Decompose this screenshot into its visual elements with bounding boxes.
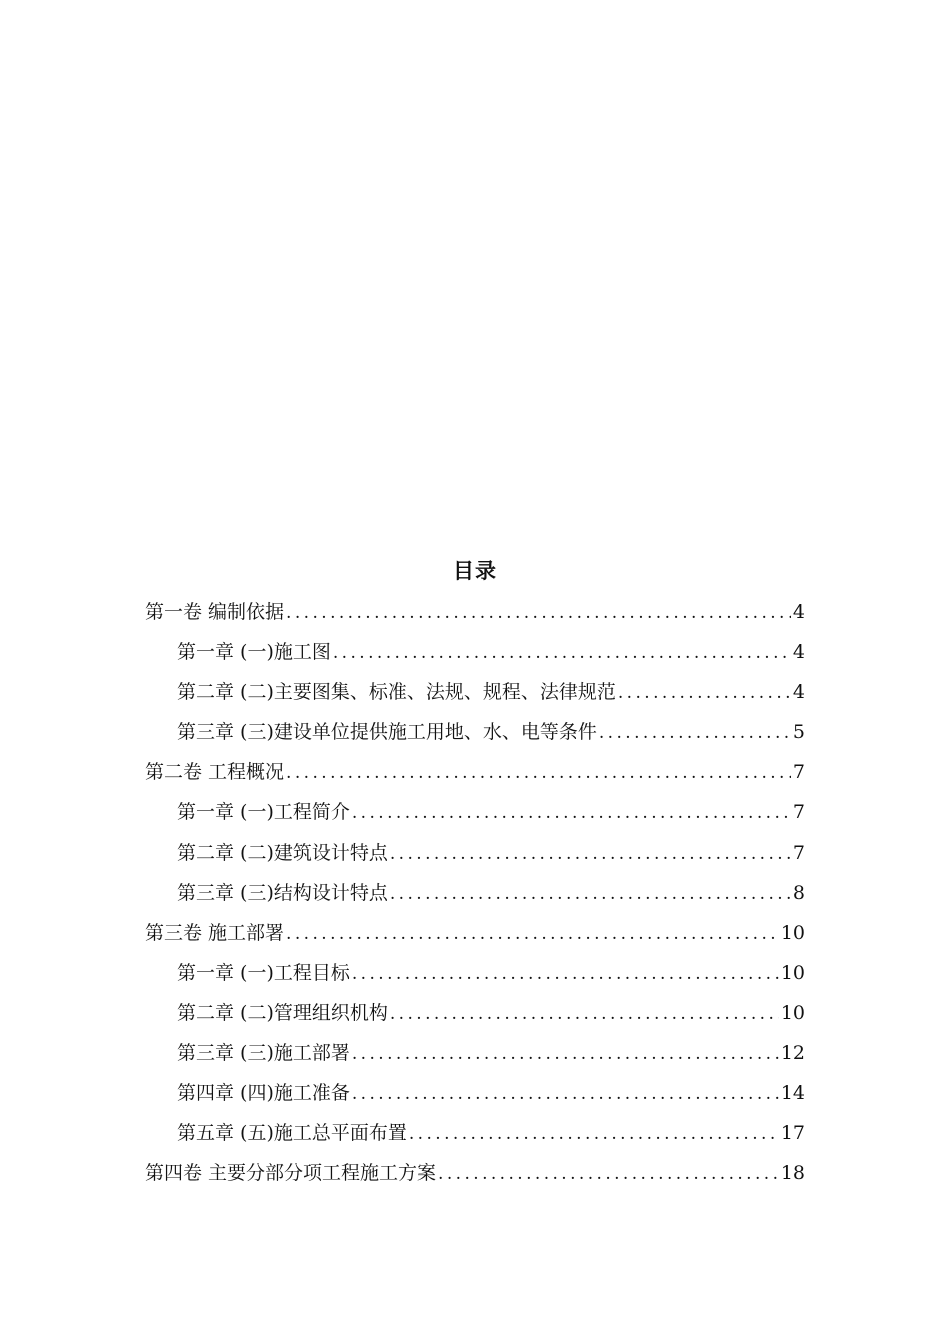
toc-entry-chapter[interactable] (145, 953, 805, 993)
toc-leader-dots (286, 593, 791, 633)
table-of-contents (145, 592, 805, 1193)
toc-entry-chapter[interactable] (145, 632, 805, 672)
toc-entry-label: 第一卷 编制依据 (145, 601, 285, 623)
toc-leader-dots (390, 874, 791, 914)
toc-entry-label: 第三章 (三)建设单位提供施工用地、水、电等条件 (177, 721, 597, 744)
toc-title: 目录 (453, 559, 497, 583)
toc-leader-dots (352, 954, 779, 994)
toc-entry-page: 7 (792, 801, 805, 824)
toc-entry-label: 第二卷 工程概况 (145, 761, 285, 784)
toc-entry-chapter[interactable] (145, 873, 805, 913)
toc-entry-page: 17 (780, 1122, 805, 1145)
toc-entry-page: 10 (780, 1001, 805, 1024)
toc-entry-label: 第一章 (一)工程简介 (177, 801, 350, 824)
toc-entry-page: 10 (780, 961, 805, 984)
toc-leader-dots (409, 1114, 779, 1154)
toc-entry-label: 第二章 (二)建筑设计特点 (177, 841, 388, 864)
toc-entry-label: 第四卷 主要分部分项工程施工方案 (145, 1162, 437, 1185)
toc-entry-label: 第五章 (五)施工总平面布置 (177, 1122, 407, 1145)
toc-entry-page: 10 (780, 921, 805, 944)
toc-entry-chapter[interactable] (145, 833, 805, 873)
toc-entry-page: 12 (780, 1042, 805, 1065)
toc-entry-label: 第三卷 施工部署 (145, 921, 285, 944)
toc-entry-page: 7 (792, 841, 805, 864)
toc-entry-label: 第三章 (三)施工部署 (177, 1042, 350, 1065)
toc-entry-volume[interactable] (145, 913, 805, 953)
toc-leader-dots (352, 1074, 779, 1114)
toc-leader-dots (438, 1154, 779, 1194)
toc-leader-dots (352, 1034, 779, 1074)
toc-leader-dots (390, 994, 779, 1034)
toc-entry-label: 第三章 (三)结构设计特点 (177, 881, 388, 904)
toc-leader-dots (599, 713, 791, 753)
toc-entry-page: 4 (792, 681, 805, 704)
toc-leader-dots (286, 914, 779, 954)
toc-entry-label: 第四章 (四)施工准备 (177, 1082, 350, 1105)
toc-entry-page: 5 (792, 721, 805, 744)
toc-leader-dots (618, 673, 791, 713)
toc-entry-page: 4 (792, 641, 805, 664)
toc-entry-page: 14 (780, 1082, 805, 1105)
toc-entry-label: 第二章 (二)管理组织机构 (177, 1001, 388, 1024)
toc-entry-chapter[interactable] (145, 1033, 805, 1073)
toc-entry-page: 8 (792, 881, 805, 904)
toc-entry-chapter[interactable] (145, 712, 805, 752)
toc-leader-dots (390, 834, 791, 874)
toc-entry-chapter[interactable] (145, 993, 805, 1033)
toc-entry-chapter[interactable] (145, 1113, 805, 1153)
toc-entry-page: 4 (792, 601, 805, 623)
toc-entry-label: 第二章 (二)主要图集、标准、法规、规程、法律规范 (177, 681, 616, 704)
toc-entry-chapter[interactable] (145, 672, 805, 712)
toc-entry-volume[interactable] (145, 1153, 805, 1193)
toc-entry-page: 18 (780, 1162, 805, 1185)
toc-entry-volume[interactable] (145, 592, 805, 632)
toc-leader-dots (352, 793, 791, 833)
toc-entry-label: 第一章 (一)施工图 (177, 641, 331, 664)
toc-entry-page: 7 (792, 761, 805, 784)
toc-entry-volume[interactable] (145, 752, 805, 792)
toc-leader-dots (286, 753, 791, 793)
toc-entry-chapter[interactable] (145, 792, 805, 832)
toc-entry-label: 第一章 (一)工程目标 (177, 961, 350, 984)
toc-entry-chapter[interactable] (145, 1073, 805, 1113)
toc-leader-dots (333, 633, 791, 673)
